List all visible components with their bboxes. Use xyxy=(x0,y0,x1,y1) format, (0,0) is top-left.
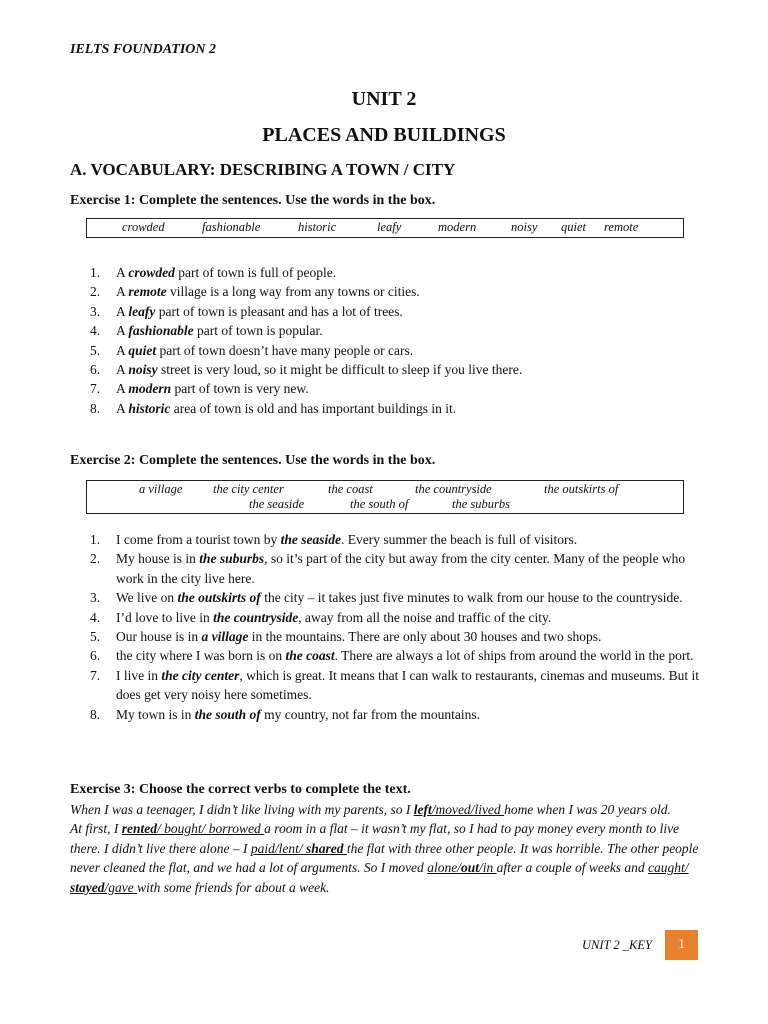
word-box-item: leafy xyxy=(377,220,402,234)
item-text: A xyxy=(116,303,129,319)
word-box-item: the countryside xyxy=(415,482,492,496)
answer-word: the seaside xyxy=(280,532,341,547)
item-text: , away from all the noise and traffic of the city. xyxy=(298,609,552,625)
word-box-item: modern xyxy=(438,220,477,234)
item-text: A xyxy=(116,323,129,339)
item-text: A xyxy=(116,265,129,280)
item-number: 7. xyxy=(90,667,101,683)
list-item xyxy=(70,302,700,321)
verb-choice: paid/lent/ xyxy=(250,840,306,856)
item-text: A xyxy=(116,362,129,378)
word-box-item: noisy xyxy=(511,220,538,234)
item-text: My house is in xyxy=(116,551,200,567)
correct-verb: out xyxy=(460,860,479,876)
text-segment: home when I was 20 years old. xyxy=(504,802,671,817)
item-number: 8. xyxy=(90,706,101,722)
list-item xyxy=(70,530,700,549)
text-segment: When I was a teenager, I didn’t like living with my parents, so I xyxy=(70,802,414,817)
item-text: area of town is old and has important buildings in it. xyxy=(170,400,457,416)
item-number: 5. xyxy=(90,342,101,358)
text-segment: a room in a flat – it wasn’t my flat, so I had to pay money every month to live there. I didn’t live there alone – I xyxy=(70,821,680,856)
item-text: my country, not far from the mountains. xyxy=(260,706,481,722)
item-number: 2. xyxy=(90,551,101,567)
answer-word: the south of xyxy=(194,706,261,722)
exercise3-instruction: Exercise 3: Choose the correct verbs to complete the text. xyxy=(70,782,411,797)
word-box-item: the city center xyxy=(213,482,284,496)
verb-choice: / bought/ borrowed xyxy=(157,821,265,837)
answer-word: historic xyxy=(128,400,171,416)
list-item xyxy=(70,341,700,360)
item-text: in the mountains. There are only about 30 houses and two shops. xyxy=(248,629,602,645)
course-header: IELTS FOUNDATION 2 xyxy=(70,42,216,57)
item-text: . Every summer the beach is full of visitors. xyxy=(340,532,578,547)
item-text: the city where I was born is on xyxy=(116,648,286,664)
footer-label: UNIT 2 _KEY xyxy=(582,938,652,952)
item-number: 6. xyxy=(90,648,101,664)
verb-choice: alone/ xyxy=(427,860,461,876)
word-box-item: remote xyxy=(604,220,639,234)
word-box-item: the outskirts of xyxy=(544,482,619,496)
list-item xyxy=(70,608,700,627)
item-text: the city – it takes just five minutes to walk from our house to the countryside. xyxy=(260,590,683,606)
word-box-item: fashionable xyxy=(202,220,261,234)
item-text: A xyxy=(116,284,129,300)
correct-verb: stayed xyxy=(70,879,105,895)
item-text: part of town is popular. xyxy=(193,323,323,339)
list-item xyxy=(70,399,700,418)
word-box-item: quiet xyxy=(561,220,586,234)
answer-word: a village xyxy=(201,629,249,645)
verb-choice: /moved/lived xyxy=(431,802,505,817)
text-segment: the flat with three other people. It was horrible. The other people never cleaned the flat, and we had a lot of arguments. So I moved xyxy=(70,840,699,876)
answer-word: the outskirts of xyxy=(177,590,261,606)
item-text: , which is great. It means that I can walk to restaurants, cinemas and museums. But it does get very noisy here sometimes. xyxy=(116,667,699,703)
list-item xyxy=(70,627,700,646)
verb-choice: /gave xyxy=(104,879,138,895)
item-text: We live on xyxy=(116,590,178,606)
item-text: part of town is very new. xyxy=(171,381,309,397)
correct-verb: left xyxy=(413,802,432,817)
item-text: street is very loud, so it might be difficult to sleep if you live there. xyxy=(157,362,523,378)
verb-choice: /in xyxy=(478,860,497,876)
item-text: part of town is pleasant and has a lot of trees. xyxy=(155,303,403,319)
exercise2-instruction: Exercise 2: Complete the sentences. Use the words in the box. xyxy=(70,453,436,468)
item-number: 3. xyxy=(90,303,101,319)
page-number: 1 xyxy=(665,930,698,960)
answer-word: the coast xyxy=(285,648,335,664)
exercise1-list xyxy=(70,263,700,418)
item-text: , so it’s part of the city but away from the city center. Many of the people who work in the city live here. xyxy=(116,551,686,586)
item-text: I’d love to live in xyxy=(116,609,214,625)
list-item xyxy=(70,588,700,607)
list-item xyxy=(70,666,700,705)
word-box-item: crowded xyxy=(122,220,165,234)
list-item xyxy=(70,379,700,398)
item-text: part of town is full of people. xyxy=(174,265,337,280)
item-number: 4. xyxy=(90,323,101,339)
correct-verb: rented xyxy=(121,821,158,837)
item-text: Our house is in xyxy=(116,629,202,645)
answer-word: quiet xyxy=(128,342,157,358)
list-item xyxy=(70,705,700,724)
answer-word: the city center xyxy=(161,667,240,683)
answer-word: leafy xyxy=(128,303,156,319)
item-number: 1. xyxy=(90,265,101,280)
list-item xyxy=(70,321,700,340)
item-text: part of town doesn’t have many people or cars. xyxy=(156,342,414,358)
exercise3-text xyxy=(70,800,710,897)
list-item xyxy=(70,282,700,301)
word-box-item: the south of xyxy=(350,497,409,511)
exercise2-list xyxy=(70,530,700,724)
answer-word: crowded xyxy=(128,265,175,280)
answer-word: the suburbs xyxy=(199,551,265,567)
list-item xyxy=(70,549,700,588)
item-text: village is a long way from any towns or cities. xyxy=(166,284,420,300)
item-text: A xyxy=(116,342,129,358)
item-number: 1. xyxy=(90,532,101,547)
item-number: 8. xyxy=(90,400,101,416)
item-text: A xyxy=(116,400,129,416)
item-text: My town is in xyxy=(116,706,195,722)
exercise1-instruction: Exercise 1: Complete the sentences. Use the words in the box. xyxy=(70,193,436,208)
item-number: 6. xyxy=(90,362,101,378)
word-box-item: the coast xyxy=(328,482,373,496)
answer-word: modern xyxy=(128,381,172,397)
section-heading: A. VOCABULARY: DESCRIBING A TOWN / CITY xyxy=(70,160,456,179)
exercise2-word-box xyxy=(86,480,684,514)
item-text: . There are always a lot of ships from around the world in the port. xyxy=(334,648,694,664)
text-segment: with some friends for about a week. xyxy=(137,879,330,895)
text-segment: At first, I xyxy=(70,821,122,837)
exercise1-word-box xyxy=(86,218,684,238)
item-text: I come from a tourist town by xyxy=(116,532,281,547)
unit-title: UNIT 2 xyxy=(351,88,417,110)
item-number: 4. xyxy=(90,609,101,625)
item-number: 3. xyxy=(90,590,101,606)
word-box-item: historic xyxy=(298,220,337,234)
text-segment: after a couple of weeks and xyxy=(496,860,649,876)
item-number: 7. xyxy=(90,381,101,397)
item-text: A xyxy=(116,381,129,397)
verb-choice: caught/ xyxy=(648,860,689,876)
list-item xyxy=(70,360,700,379)
answer-word: the countryside xyxy=(213,609,299,625)
item-number: 5. xyxy=(90,629,101,645)
unit-subtitle: PLACES AND BUILDINGS xyxy=(262,124,506,146)
answer-word: remote xyxy=(128,284,167,300)
correct-verb: shared xyxy=(305,840,347,856)
item-text: I live in xyxy=(116,667,162,683)
word-box-item: the suburbs xyxy=(452,497,510,511)
list-item xyxy=(70,646,700,665)
answer-word: noisy xyxy=(128,362,158,378)
word-box-item: a village xyxy=(139,482,183,496)
word-box-item: the seaside xyxy=(249,497,305,511)
item-number: 2. xyxy=(90,284,101,300)
list-item xyxy=(70,263,700,282)
answer-word: fashionable xyxy=(128,323,194,339)
